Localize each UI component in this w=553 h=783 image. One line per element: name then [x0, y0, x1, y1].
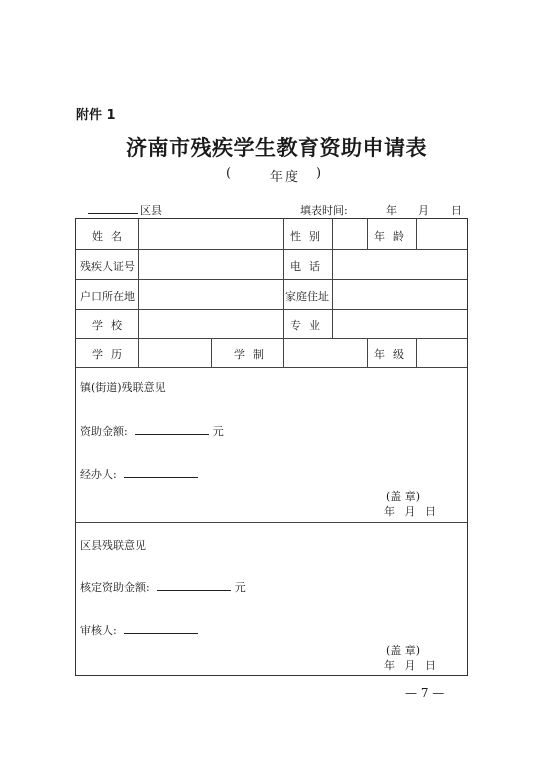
age-label: 年龄 — [374, 230, 412, 243]
major-label: 专业 — [290, 319, 328, 332]
town-seal: (盖 章) — [386, 490, 421, 503]
county-reviewer-row — [80, 622, 198, 638]
town-handler-label: 经办人: — [80, 468, 117, 481]
town-amount-row — [80, 423, 224, 439]
year-label: 年度 — [270, 170, 301, 185]
form-title: 济南市残疾学生教育资助申请表 — [126, 135, 427, 160]
disability-id-label: 残疾人证号 — [80, 260, 135, 273]
col-divider — [332, 219, 333, 338]
town-handler-row — [80, 466, 198, 482]
year-open-paren: ( — [226, 166, 232, 181]
school-label: 学校 — [92, 319, 130, 332]
attachment-label: 附件 1 — [76, 108, 116, 123]
county-yuan-label: 元 — [234, 581, 246, 594]
county-amount-blank[interactable] — [157, 580, 231, 591]
row-divider — [76, 367, 467, 368]
home-address-label: 家庭住址 — [285, 290, 329, 303]
application-form-table — [75, 218, 468, 676]
town-amount-blank[interactable] — [135, 424, 209, 435]
town-amount-label: 资助金额: — [80, 425, 128, 438]
grade-label: 年级 — [374, 348, 412, 361]
col-divider — [416, 338, 417, 367]
phone-label: 电话 — [290, 260, 328, 273]
col-divider — [367, 338, 368, 367]
name-label: 姓名 — [92, 230, 130, 243]
fill-month-label: 月 — [418, 204, 429, 217]
fill-year-label: 年 — [386, 204, 397, 217]
col-divider — [211, 338, 212, 367]
fill-day-label: 日 — [451, 204, 462, 217]
row-divider — [76, 309, 467, 310]
town-handler-blank[interactable] — [124, 467, 198, 478]
hukou-label: 户口所在地 — [80, 290, 135, 303]
education-label: 学历 — [92, 348, 130, 361]
year-close-paren: ) — [316, 166, 322, 181]
row-divider — [76, 338, 467, 339]
town-opinion-title: 镇(街道)残联意见 — [80, 381, 166, 394]
col-divider — [138, 219, 139, 367]
row-divider — [76, 249, 467, 250]
county-opinion-title: 区县残联意见 — [80, 539, 146, 552]
county-amount-label: 核定资助金额: — [80, 581, 150, 594]
county-reviewer-label: 审核人: — [80, 624, 117, 637]
county-suffix: 区县 — [140, 204, 162, 217]
col-divider — [367, 219, 368, 249]
row-divider — [76, 279, 467, 280]
county-reviewer-blank[interactable] — [124, 623, 198, 634]
col-divider — [416, 219, 417, 249]
col-divider — [283, 219, 284, 367]
duration-label: 学制 — [234, 348, 272, 361]
county-amount-row — [80, 579, 246, 595]
page-number: — 7 — — [405, 686, 445, 700]
county-blank-line[interactable] — [88, 213, 138, 214]
town-yuan-label: 元 — [212, 425, 224, 438]
fill-time-label: 填表时间: — [300, 204, 348, 217]
town-date: 年 月 日 — [384, 505, 436, 518]
section-divider — [76, 522, 467, 523]
county-date: 年 月 日 — [384, 659, 436, 672]
county-seal: (盖 章) — [386, 644, 421, 657]
gender-label: 性别 — [290, 230, 328, 243]
